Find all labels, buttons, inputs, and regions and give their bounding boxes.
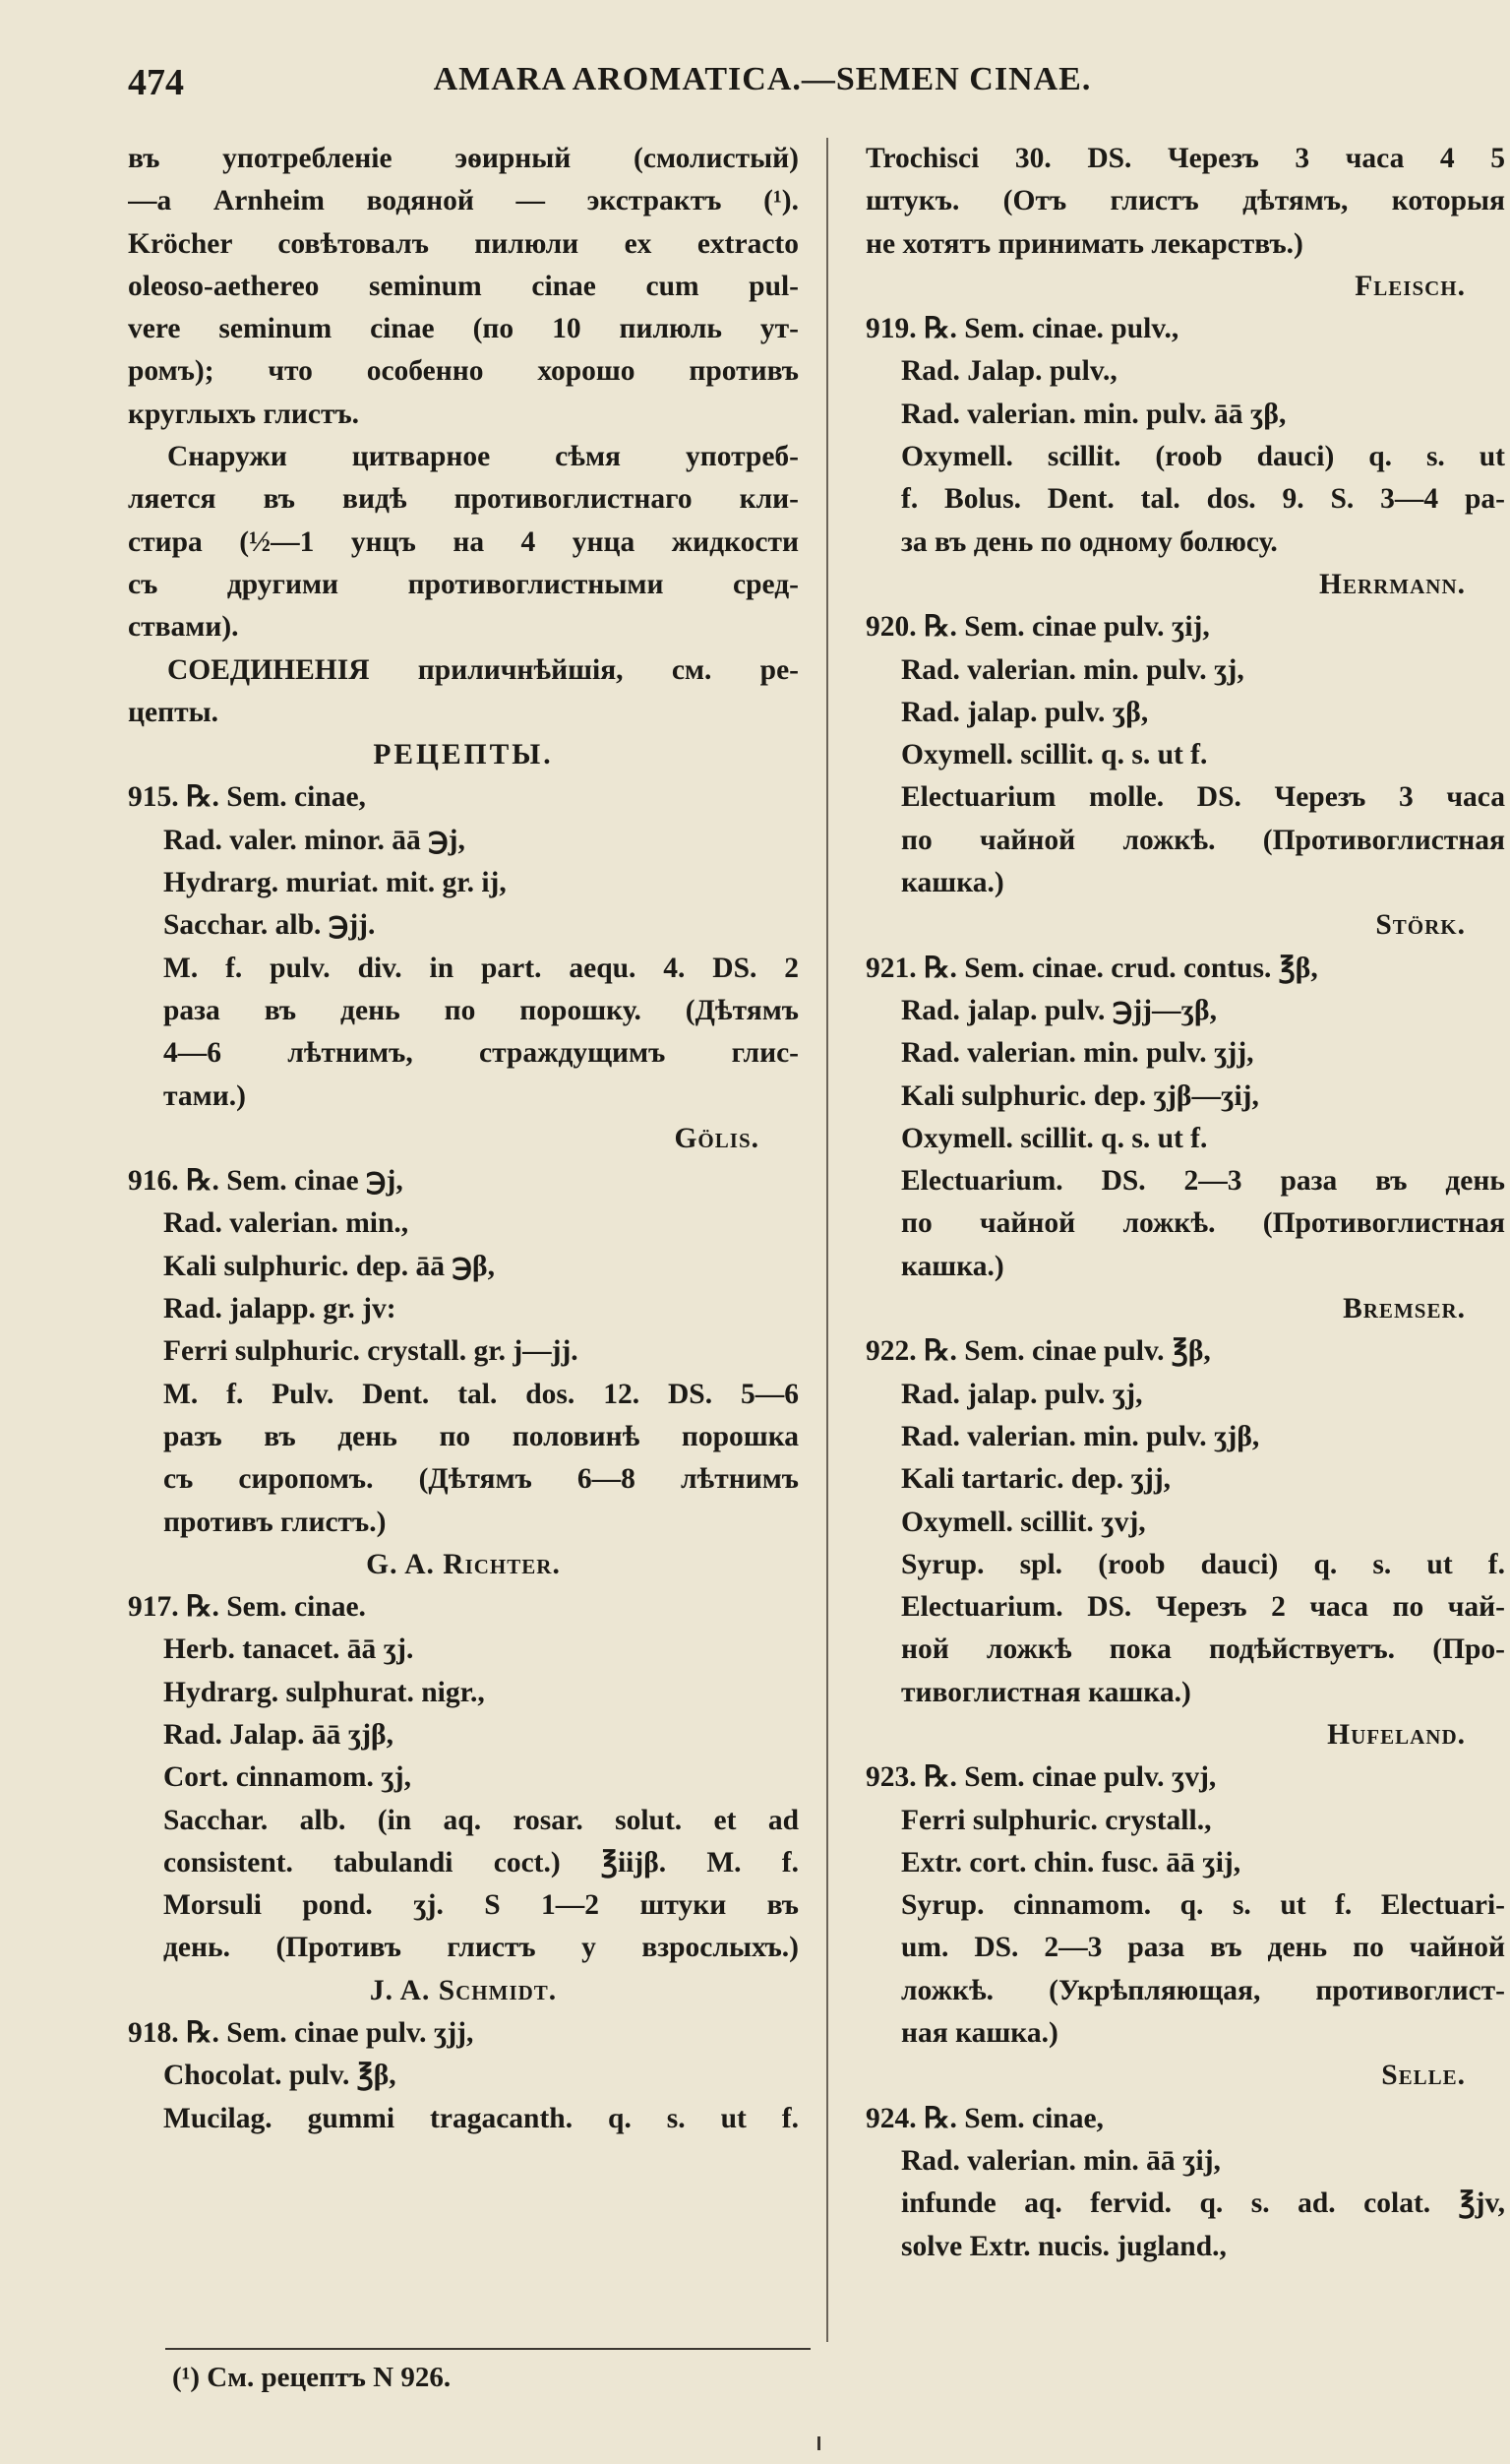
left-text-line: Rad. valerian. min., <box>163 1207 409 1240</box>
left-text-line: Rad. jalapp. gr. jv: <box>163 1293 396 1325</box>
right-text-line: кашка.) <box>901 867 1004 899</box>
left-text-line: круглыхъ глистъ. <box>128 398 360 430</box>
right-text-line: Fleisch. <box>1355 270 1466 302</box>
right-text-line: Syrup. spl. (roob dauci) q. s. ut f. <box>901 1548 1505 1580</box>
right-text-line: тивоглистная кашка.) <box>901 1676 1191 1708</box>
right-text-line: Rad. valerian. min. āā ʒij, <box>901 2144 1221 2177</box>
right-text-line: solve Extr. nucis. jugland., <box>901 2230 1227 2262</box>
page-header <box>128 61 1397 116</box>
left-text-line: Cort. cinnamom. ʒj, <box>163 1761 411 1794</box>
left-text-line: M. f. Pulv. Dent. tal. dos. 12. DS. 5—6 <box>163 1378 799 1410</box>
right-text-line: Kali tartaric. dep. ʒjj, <box>901 1463 1172 1496</box>
left-text-line: СОЕДИНЕНІЯ приличнѣйшія, см. ре- <box>167 653 799 686</box>
right-text-line: Rad. valerian. min. pulv. ʒj, <box>901 653 1244 686</box>
left-text-line: Morsuli pond. ʒj. S 1—2 штуки въ <box>163 1889 799 1922</box>
left-text-line: Kröcher совѣтовалъ пилюли ex extracto <box>128 227 799 260</box>
column-divider <box>826 138 828 2342</box>
left-text-line: Sacchar. alb. (in aq. rosar. solut. et ad <box>163 1804 799 1836</box>
right-text-line: Störk. <box>1375 909 1466 942</box>
left-text-line: —а Arnheim водяной — экстрактъ (¹). <box>128 185 799 217</box>
left-text-line: 915. ℞. Sem. cinae, <box>128 781 366 814</box>
right-text-line: Trochisci 30. DS. Черезъ 3 часа 4 5 <box>866 143 1505 174</box>
left-text-line: ляется въ видѣ противоглистнаго кли- <box>128 483 799 516</box>
right-text-line: Electuarium. DS. Черезъ 2 часа по чай- <box>901 1591 1505 1624</box>
right-text-line: по чайной ложкѣ. (Противоглистная <box>901 1207 1505 1240</box>
right-text-line: Oxymell. scillit. (roob dauci) q. s. ut <box>901 441 1505 473</box>
right-text-line: ложкѣ. (Укрѣпляющая, противоглист- <box>901 1974 1505 2006</box>
left-text-line: тами.) <box>163 1079 246 1112</box>
left-text-line: Herb. tanacet. āā ʒj. <box>163 1633 414 1666</box>
right-text-line: 923. ℞. Sem. cinae pulv. ʒvj, <box>866 1761 1217 1794</box>
left-text-line: Ferri sulphuric. crystall. gr. j—jj. <box>163 1335 578 1368</box>
right-text-line: Rad. valerian. min. pulv. ʒjj, <box>901 1037 1254 1070</box>
left-text-line: разъ въ день по половинѣ порошка <box>163 1420 799 1452</box>
right-text-line: infunde aq. fervid. q. s. ad. colat. ℥jv, <box>901 2187 1505 2220</box>
right-text-line: ная кашка.) <box>901 2017 1058 2050</box>
right-text-line: 922. ℞. Sem. cinae pulv. ℥β, <box>866 1335 1211 1368</box>
left-text-line: съ другими противоглистными сред- <box>128 568 799 600</box>
right-text-line: 921. ℞. Sem. cinae. crud. contus. ℥β, <box>866 952 1318 984</box>
right-text-line: за въ день по одному болюсу. <box>901 525 1278 558</box>
right-text-line: по чайной ложкѣ. (Противоглистная <box>901 824 1505 856</box>
left-text-line: стира (½—1 унцъ на 4 унца жидкости <box>128 525 799 558</box>
right-text-line: Kali sulphuric. dep. ʒjβ—ʒij, <box>901 1079 1259 1112</box>
footnote: (¹) См. рецептъ N 926. <box>172 2362 452 2393</box>
left-text-line: Mucilag. gummi tragacanth. q. s. ut f. <box>163 2102 799 2134</box>
left-text-line: Kali sulphuric. dep. āā ℈β, <box>163 1250 495 1282</box>
left-text-line: consistent. tabulandi coct.) ℥iijβ. M. f. <box>163 1846 799 1879</box>
left-text-line: 917. ℞. Sem. cinae. <box>128 1591 366 1624</box>
left-text-line: Снаружи цитварное сѣмя употреб- <box>167 441 799 473</box>
right-text-line: Electuarium molle. DS. Черезъ 3 часа <box>901 781 1505 814</box>
right-text-line: Syrup. cinnamom. q. s. ut f. Electuari- <box>901 1889 1505 1922</box>
right-text-line: um. DS. 2—3 раза въ день по чайной <box>901 1932 1505 1964</box>
left-text-line: Rad. valer. minor. āā ℈j, <box>163 824 465 856</box>
right-text-line: Selle. <box>1381 2060 1466 2092</box>
right-text-line: Ferri sulphuric. crystall., <box>901 1804 1212 1836</box>
left-text-line: Hydrarg. sulphurat. nigr., <box>163 1676 485 1708</box>
right-text-line: ной ложкѣ пока подѣйствуетъ. (Про- <box>901 1633 1505 1666</box>
right-text-line: Rad. jalap. pulv. ʒβ, <box>901 696 1149 728</box>
right-text-line: Hufeland. <box>1327 1718 1466 1751</box>
left-text-line: раза въ день по порошку. (Дѣтямъ <box>163 994 799 1026</box>
right-text-line: 924. ℞. Sem. cinae, <box>866 2102 1104 2134</box>
right-text-line: Rad. valerian. min. pulv. āā ʒβ, <box>901 398 1287 430</box>
left-text-line: цепты. <box>128 696 218 728</box>
right-text-line: 920. ℞. Sem. cinae pulv. ʒij, <box>866 611 1210 644</box>
left-text-line: 4—6 лѣтнимъ, страждущимъ глис- <box>163 1037 799 1070</box>
left-text-line: въ употребленіе эѳирный (смолистый) <box>128 143 799 174</box>
left-text-line: ромъ); что особенно хорошо противъ <box>128 355 799 388</box>
right-text-line: Herrmann. <box>1319 568 1466 600</box>
right-text-line: f. Bolus. Dent. tal. dos. 9. S. 3—4 ра- <box>901 483 1505 516</box>
page-number: 474 <box>128 62 184 103</box>
left-text-line: Gölis. <box>674 1122 759 1154</box>
left-text-line: oleoso-aethereo seminum cinae cum pul- <box>128 270 799 302</box>
right-text-line: Rad. valerian. min. pulv. ʒjβ, <box>901 1420 1260 1452</box>
right-text-line: Oxymell. scillit. q. s. ut f. <box>901 739 1208 771</box>
page-tick-mark <box>817 2436 820 2450</box>
left-text-line: ствами). <box>128 611 239 644</box>
right-text-line: кашка.) <box>901 1250 1004 1282</box>
left-text-line: Hydrarg. muriat. mit. gr. ij, <box>163 867 507 899</box>
running-title: AMARA AROMATICA.—SEMEN CINAE. <box>433 61 1092 97</box>
left-text-line: РЕЦЕПТЫ. <box>373 739 554 771</box>
left-text-line: 918. ℞. Sem. cinae pulv. ʒjj, <box>128 2017 474 2050</box>
right-text-line: Extr. cort. chin. fusc. āā ʒij, <box>901 1846 1241 1879</box>
footnote-rule <box>165 2348 811 2350</box>
right-text-line: Bremser. <box>1343 1293 1466 1325</box>
left-text-line: Chocolat. pulv. ℥β, <box>163 2060 396 2092</box>
left-text-line: vere seminum cinae (по 10 пилюль ут- <box>128 313 799 345</box>
left-text-line: противъ глистъ.) <box>163 1506 387 1538</box>
left-column <box>128 138 799 2140</box>
right-text-line: штукъ. (Отъ глистъ дѣтямъ, которыя <box>866 185 1505 217</box>
right-column <box>866 138 1505 2268</box>
right-text-line: Oxymell. scillit. ʒvj, <box>901 1506 1146 1538</box>
right-text-line: Oxymell. scillit. q. s. ut f. <box>901 1122 1208 1154</box>
right-text-line: 919. ℞. Sem. cinae. pulv., <box>866 313 1179 345</box>
left-text-line: 916. ℞. Sem. cinae ℈j, <box>128 1165 403 1198</box>
right-text-line: Electuarium. DS. 2—3 раза въ день <box>901 1165 1505 1198</box>
left-text-line: G. A. Richter. <box>366 1548 561 1580</box>
left-text-line: съ сиропомъ. (Дѣтямъ 6—8 лѣтнимъ <box>163 1463 799 1496</box>
right-text-line: не хотятъ принимать лекарствъ.) <box>866 227 1303 260</box>
left-text-line: день. (Противъ глистъ у взрослыхъ.) <box>163 1932 799 1964</box>
right-text-line: Rad. Jalap. pulv., <box>901 355 1117 388</box>
right-text-line: Rad. jalap. pulv. ʒj, <box>901 1378 1143 1410</box>
left-text-line: J. A. Schmidt. <box>369 1974 558 2006</box>
right-text-line: Rad. jalap. pulv. ℈jj—ʒβ, <box>901 994 1217 1026</box>
left-text-line: Sacchar. alb. ℈jj. <box>163 909 376 942</box>
left-text-line: M. f. pulv. div. in part. aequ. 4. DS. 2 <box>163 952 799 984</box>
left-text-line: Rad. Jalap. āā ʒjβ, <box>163 1718 393 1751</box>
